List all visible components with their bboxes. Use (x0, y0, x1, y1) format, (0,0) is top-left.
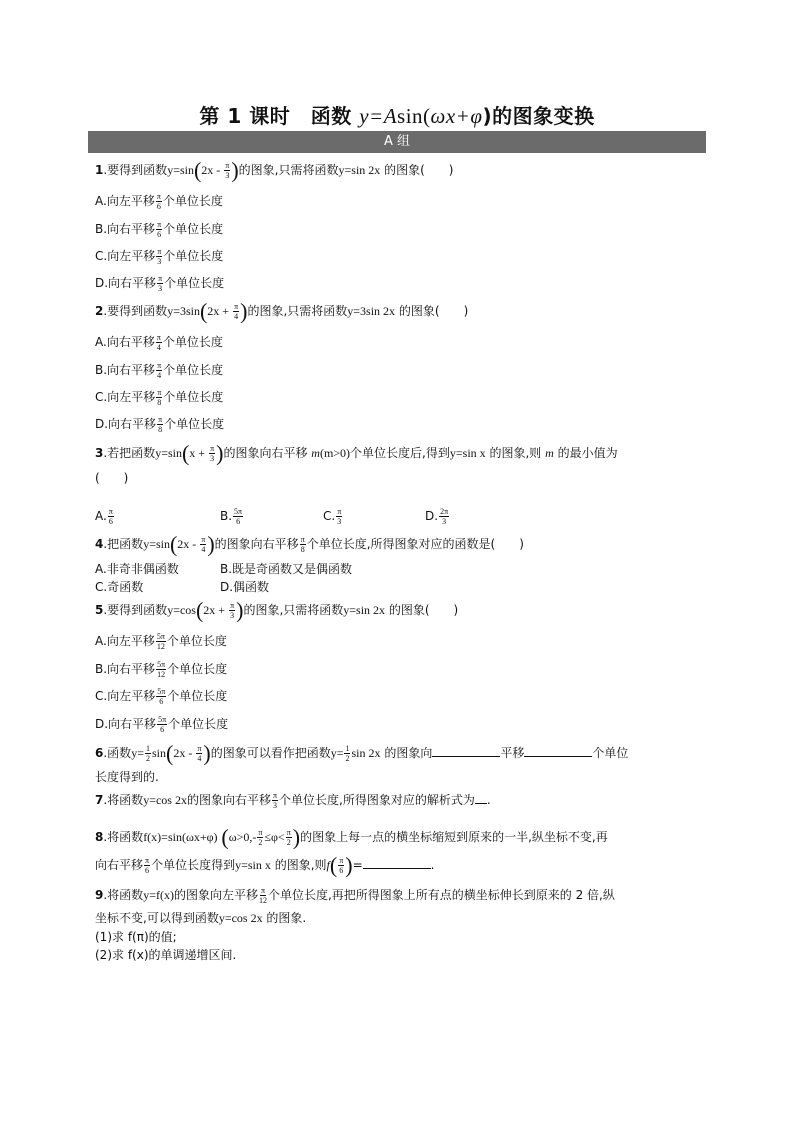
q5-option-c[interactable] (95, 687, 227, 706)
section-label: A 组 (383, 134, 411, 149)
q8-number: 8 (95, 830, 104, 844)
q9-line2b: 的图象. (266, 911, 307, 925)
title-var: ωx+φ (430, 104, 483, 128)
frac-den: 6 (108, 517, 113, 526)
frac-den: 2 (145, 754, 150, 763)
fraction (200, 535, 206, 554)
q4-option-c[interactable] (95, 578, 143, 596)
q3-mcond: (m>0) (319, 446, 351, 460)
q8-lead: .将函数 (103, 830, 144, 844)
q6-number: 6 (95, 746, 104, 760)
q3-tail2: 个单位长度后,得到 (350, 446, 450, 460)
frac-den: 6 (160, 725, 165, 734)
frac-den: 8 (158, 425, 163, 434)
frac-num: π (272, 791, 278, 800)
question-1 (95, 157, 454, 183)
paren-right: ) (207, 531, 215, 557)
frac-den: 4 (234, 312, 239, 321)
fraction (157, 274, 163, 293)
question-8 (95, 824, 608, 850)
q8-fv: f (326, 858, 330, 872)
paren-left: ( (193, 157, 202, 183)
q9-base: y=cos 2x (218, 911, 263, 925)
frac-den: 8 (300, 545, 305, 554)
q8-tail: 的图象上每一点的横坐标缩短到原来的一半,纵坐标不变,再 (300, 830, 608, 844)
question-4 (95, 531, 524, 557)
q3-tail3: 的图象,则 (489, 446, 546, 460)
fraction (196, 744, 202, 763)
question-9-line2 (95, 909, 306, 927)
question-2 (95, 298, 469, 324)
q1-option-c[interactable] (95, 247, 223, 266)
frac-num: π (230, 601, 235, 610)
q6-func-a: y= (131, 746, 144, 760)
q6-base-a: y= (330, 746, 344, 760)
q5-number: 5 (95, 603, 104, 617)
option-label: A.向左平移 (95, 634, 155, 648)
option-label: D.向右平移 (95, 717, 157, 731)
frac-den: 3 (225, 171, 230, 180)
paren-left: ( (199, 298, 208, 324)
q2-option-a[interactable] (95, 333, 223, 352)
paren-right: ) (240, 298, 248, 324)
frac-num: π (157, 388, 162, 397)
question-7 (95, 791, 491, 810)
fraction (259, 886, 267, 905)
frac-num: π (157, 220, 162, 229)
q1-option-d[interactable] (95, 274, 224, 293)
option-label: D.向右平移 (95, 276, 157, 290)
fraction (156, 687, 166, 706)
q4-arg: 2x - (177, 537, 200, 551)
q1-end: 的图象( ) (384, 163, 454, 177)
q2-end: 的图象( ) (398, 304, 469, 318)
option-suffix: 个单位长度 (163, 390, 224, 404)
q8-eq: = (352, 858, 363, 872)
q4-option-d[interactable] (220, 578, 269, 596)
frac-num: π (300, 535, 305, 544)
option-label: D. (425, 509, 439, 523)
frac-num: π (337, 507, 342, 516)
paren-right: ) (231, 157, 239, 183)
frac-den: 12 (258, 896, 267, 905)
question-9 (95, 886, 615, 905)
frac-den: 3 (442, 517, 447, 526)
frac-num: 5π (156, 632, 165, 641)
fraction (224, 161, 230, 180)
paren-left: ( (165, 740, 174, 766)
frac-den: 6 (145, 866, 150, 875)
frac-num: 5π (157, 660, 166, 669)
frac-num: π (339, 856, 344, 865)
q9-sub1-text: (1)求 f(π)的值; (95, 930, 177, 944)
q8-base: y=sin x (235, 858, 271, 872)
q5-lead: .要得到函数 (103, 603, 168, 617)
option-suffix: 个单位长度 (166, 634, 227, 648)
frac-num: π (157, 361, 162, 370)
q7-func: y=cos 2x (143, 793, 187, 807)
fraction (156, 192, 162, 211)
paren-left: ( (195, 597, 204, 623)
option-suffix: 个单位长度 (163, 222, 224, 236)
q9-sub2-text: (2)求 f(x)的单调递增区间. (95, 948, 237, 962)
fraction (336, 507, 342, 526)
q5-option-b[interactable] (95, 660, 227, 679)
q1-lead: .要得到函数 (103, 163, 168, 177)
paren-right: ) (236, 597, 244, 623)
paren-right: ) (345, 852, 353, 878)
q1-func: y=sin (167, 163, 194, 177)
paren-right: ) (216, 440, 224, 466)
option-suffix: 个单位长度 (163, 363, 224, 377)
frac-den: 3 (157, 257, 162, 266)
option-label: C.奇函数 (95, 580, 144, 594)
q8-l2c: 的图象,则 (274, 858, 327, 872)
paren-left: ( (181, 440, 190, 466)
frac-den: 6 (156, 202, 161, 211)
frac-num: π (260, 886, 265, 895)
q5-arg: 2x + (203, 603, 229, 617)
fraction (157, 715, 167, 734)
q3-paren (95, 469, 128, 487)
q9-line2a: 坐标不变,可以得到函数 (95, 911, 219, 925)
q9-tail2: 个单位长度,再把所得图象上所有点的横坐标伸长到原来的 2 倍,纵 (267, 888, 615, 902)
question-6 (95, 740, 629, 766)
option-suffix: 个单位长度 (164, 276, 225, 290)
option-suffix: 个单位长度 (164, 417, 225, 431)
q6-tail: 的图象可以看作把函数 (210, 746, 331, 760)
page-title (0, 100, 794, 129)
answer-blank[interactable] (475, 791, 487, 804)
frac-den: 6 (236, 517, 241, 526)
answer-paren: ( ) (95, 471, 129, 485)
q4-tail: 的图象向右平移 (214, 537, 299, 551)
frac-den: 3 (158, 284, 163, 293)
fraction (233, 302, 239, 321)
frac-den: 6 (157, 230, 162, 239)
frac-num: 5π (157, 687, 166, 696)
option-label: D.向右平移 (95, 417, 157, 431)
fraction (157, 415, 163, 434)
frac-den: 6 (339, 866, 344, 875)
q4-end: 个单位长度,所得图象对应的函数是( ) (306, 537, 524, 551)
q4-option-b[interactable] (220, 560, 352, 578)
q3-m2: m (545, 446, 554, 460)
q3-option-b[interactable] (220, 507, 244, 526)
frac-num: π (210, 444, 215, 453)
frac-num: π (201, 535, 206, 544)
q1-number: 1 (95, 163, 104, 177)
option-suffix: 个单位长度 (167, 662, 228, 676)
frac-num: 1 (345, 744, 350, 753)
option-label: C.向左平移 (95, 249, 156, 263)
option-label: A. (95, 509, 107, 523)
frac-num: 5π (234, 507, 243, 516)
answer-blank[interactable] (524, 744, 592, 757)
option-label: C.向左平移 (95, 390, 156, 404)
q6-line2-text: 长度得到的. (95, 770, 159, 784)
fraction (156, 388, 162, 407)
q3-end: 的最小值为 (553, 446, 618, 460)
answer-blank[interactable] (432, 744, 500, 757)
fraction (156, 333, 162, 352)
option-label: B. (220, 509, 233, 523)
q1-tail: 的图象,只需将函数 (238, 163, 339, 177)
q3-option-a[interactable] (95, 507, 115, 526)
q9-number: 9 (95, 888, 104, 902)
fraction (344, 744, 350, 763)
q9-subquestion-2 (95, 946, 236, 964)
question-5 (95, 597, 459, 623)
frac-den: 6 (159, 697, 164, 706)
q1-base: y=sin 2x (338, 163, 381, 177)
q5-option-a[interactable] (95, 632, 227, 651)
fraction (156, 247, 162, 266)
fraction (439, 507, 449, 526)
option-suffix: 个单位长度 (162, 335, 223, 349)
q3-option-c[interactable] (323, 507, 343, 526)
fraction (286, 828, 292, 847)
q2-option-d[interactable] (95, 415, 224, 434)
q2-tail: 的图象,只需将函数 (247, 304, 348, 318)
option-label: B.既是奇函数又是偶函数 (220, 562, 353, 576)
option-label: C. (323, 509, 336, 523)
q3-tail: 的图象向右平移 (223, 446, 312, 460)
question-8-line2: 向右平移 $\frac{\pi}{6}$ 个单位长度得到y=sin x 的图象,则f( $\frac{\pi}{6}$ )= . (95, 852, 435, 878)
frac-num: π (197, 744, 202, 753)
q2-base: y=3sin 2x (347, 304, 396, 318)
paren-left: ( (221, 824, 229, 850)
q4-number: 4 (95, 537, 104, 551)
fraction (233, 507, 243, 526)
fraction (156, 660, 166, 679)
question-3 (95, 440, 618, 466)
q2-func: y=3sin (167, 304, 200, 318)
fraction (272, 791, 278, 810)
option-label: B.向右平移 (95, 662, 156, 676)
q3-base: y=sin x (449, 446, 486, 460)
frac-den: 3 (337, 517, 342, 526)
q2-number: 2 (95, 304, 104, 318)
option-label: C.向左平移 (95, 689, 156, 703)
frac-den: 4 (157, 371, 162, 380)
q9-lead: .将函数 (103, 888, 144, 902)
option-label: A.向右平移 (95, 335, 155, 349)
frac-num: 1 (145, 744, 150, 753)
q4-lead: .把函数 (103, 537, 144, 551)
q6-line2 (95, 768, 159, 786)
frac-num: π (108, 507, 113, 516)
frac-num: π (158, 415, 163, 424)
frac-num: π (156, 192, 161, 201)
q8-func: f(x)=sin(ωx+φ) (143, 830, 218, 844)
title-text: 第 1 课时 函数 (199, 104, 360, 128)
q4-func: y=sin (143, 537, 170, 551)
fraction (257, 828, 263, 847)
frac-num: π (234, 302, 239, 311)
q3-number: 3 (95, 446, 104, 460)
q6-mid: 的图象向 (384, 746, 433, 760)
frac-den: 4 (156, 343, 161, 352)
frac-num: π (145, 856, 150, 865)
q8-cond-b: ≤φ< (264, 830, 285, 844)
q9-subquestion-1 (95, 928, 177, 946)
title-formula: y=A (359, 104, 398, 128)
frac-den: 8 (157, 398, 162, 407)
q6-mid2: 平移 (500, 746, 525, 760)
q9-tail: 的图象向左平移 (173, 888, 258, 902)
frac-den: 12 (157, 670, 166, 679)
frac-num: π (286, 828, 291, 837)
q5-option-d[interactable] (95, 715, 228, 734)
q3-lead: .若把函数 (103, 446, 156, 460)
option-suffix: 个单位长度 (162, 194, 223, 208)
frac-num: 2π (440, 507, 449, 516)
q6-lead: .函数 (103, 746, 132, 760)
q5-end: 的图象( ) (388, 603, 459, 617)
fraction (156, 361, 162, 380)
frac-den: 12 (156, 642, 165, 651)
fraction (209, 444, 215, 463)
option-suffix: 个单位长度 (168, 717, 229, 731)
fraction (156, 632, 166, 651)
q2-lead: .要得到函数 (103, 304, 168, 318)
q1-arg: 2x - (201, 163, 224, 177)
q3-option-d[interactable] (425, 507, 450, 526)
frac-den: 3 (272, 801, 277, 810)
frac-den: 3 (210, 454, 215, 463)
paren-left: ( (329, 852, 338, 878)
frac-den: 4 (201, 545, 206, 554)
paren-left: ( (169, 531, 178, 557)
option-suffix: 个单位长度 (167, 689, 228, 703)
option-label: B.向右平移 (95, 363, 156, 377)
q7-tail: 的图象向右平移 (186, 793, 271, 807)
q8-l2b: 个单位长度得到 (151, 858, 236, 872)
option-label: A.非奇非偶函数 (95, 562, 179, 576)
frac-num: π (258, 828, 263, 837)
fraction (145, 744, 151, 763)
q5-tail: 的图象,只需将函数 (243, 603, 344, 617)
q4-option-a[interactable] (95, 560, 179, 578)
fraction (108, 507, 114, 526)
frac-den: 2 (345, 754, 350, 763)
frac-num: π (156, 333, 161, 342)
frac-den: 2 (258, 838, 263, 847)
option-label: A.向左平移 (95, 194, 155, 208)
q7-end: 个单位长度,所得图象对应的解析式为 (279, 793, 475, 807)
q5-func: y=cos (167, 603, 196, 617)
q3-arg: x + (189, 446, 209, 460)
fraction (156, 220, 162, 239)
frac-den: 2 (286, 838, 291, 847)
q8-cond-a: ω>0,- (228, 830, 257, 844)
q3-m: m (311, 446, 320, 460)
q1-option-b[interactable] (95, 220, 223, 239)
option-label: B.向右平移 (95, 222, 156, 236)
answer-blank[interactable] (363, 856, 431, 869)
fraction (338, 856, 344, 875)
title-suffix: )的图象变换 (482, 104, 595, 128)
q8-l2a: 向右平移 (95, 858, 144, 872)
title-sin: sin( (397, 104, 431, 128)
q1-option-a[interactable] (95, 192, 223, 211)
paren-right: ) (292, 824, 301, 850)
q7-lead: .将函数 (103, 793, 144, 807)
frac-den: 3 (230, 611, 235, 620)
section-banner (88, 131, 706, 153)
q2-arg: 2x + (207, 304, 233, 318)
q2-option-c[interactable] (95, 388, 223, 407)
q2-option-b[interactable] (95, 361, 223, 380)
option-label: D.偶函数 (220, 580, 270, 594)
fraction (144, 856, 150, 875)
paren-right: ) (203, 740, 211, 766)
q9-func: y=f(x) (143, 888, 174, 902)
frac-num: π (225, 161, 230, 170)
frac-den: 4 (197, 754, 202, 763)
q6-base-b: sin 2x (351, 746, 381, 760)
q7-end2: . (486, 793, 491, 807)
q6-end: 个单位 (592, 746, 629, 760)
fraction (300, 535, 306, 554)
q6-arg: 2x - (173, 746, 196, 760)
frac-num: π (157, 247, 162, 256)
frac-num: π (158, 274, 163, 283)
q3-func: y=sin (155, 446, 182, 460)
q7-number: 7 (95, 793, 104, 807)
q6-func-b: sin (151, 746, 166, 760)
q5-base: y=sin 2x (343, 603, 386, 617)
option-suffix: 个单位长度 (163, 249, 224, 263)
frac-num: 5π (158, 715, 167, 724)
fraction (229, 601, 235, 620)
